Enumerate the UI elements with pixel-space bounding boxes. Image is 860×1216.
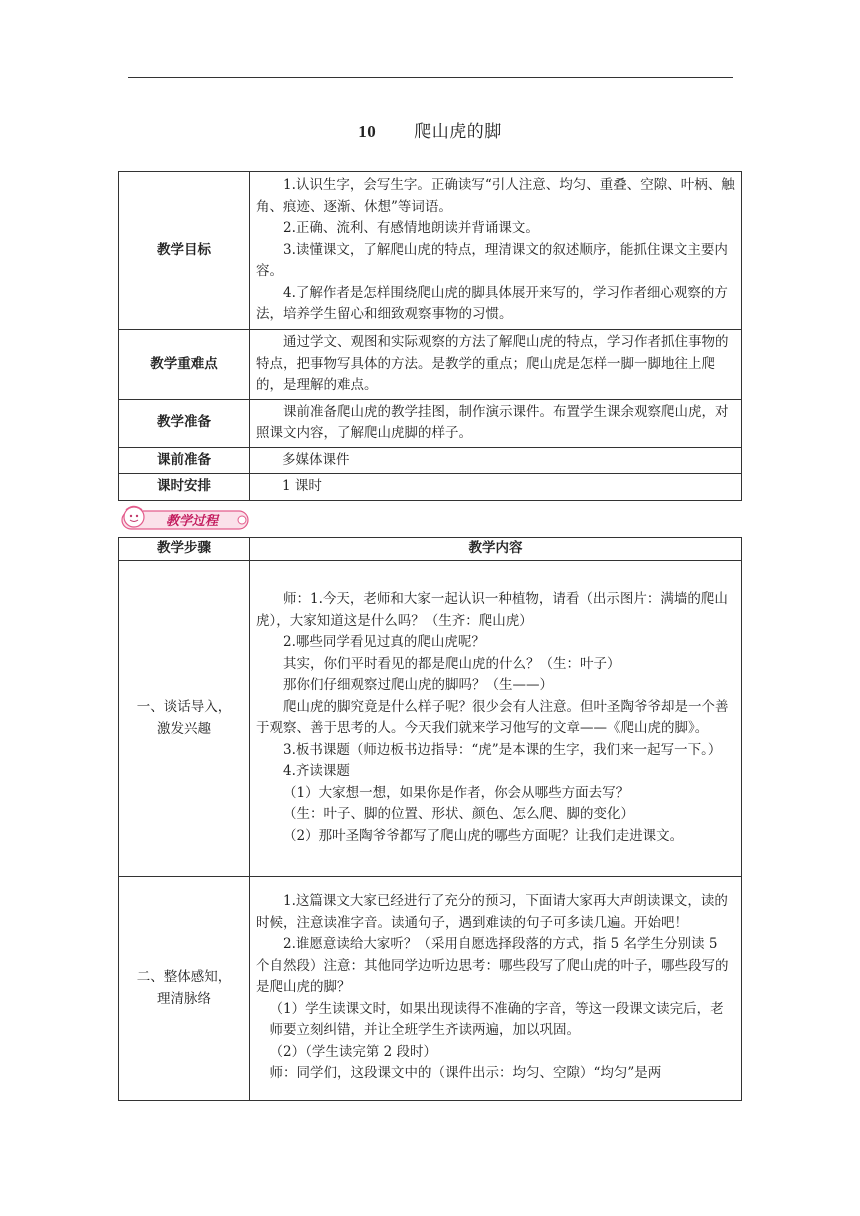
table-header-row — [119, 538, 742, 561]
paragraph: 1.这篇课文大家已经进行了充分的预习，下面请大家再大声朗读课文，读的时候，注意读准字音。读通句子，遇到难读的句子可多读几遍。开始吧！ — [256, 893, 728, 931]
step-label — [119, 560, 250, 876]
paragraph: 2.谁愿意读给大家听？（采用自愿选择段落的方式，指 5 名学生分别读 5 个自然段）注意：其他同学边听边思考：哪些段写了爬山虎的叶子，哪些段写的是爬山虎的脚？ — [256, 936, 729, 996]
row-label: 课前准备 — [119, 447, 250, 474]
paragraph: 3.板书课题（师边板书边指导：“虎”是本课的生字，我们来一起写一下。） — [283, 741, 722, 758]
table-row — [119, 447, 742, 474]
table-row — [119, 560, 742, 876]
paragraph: 课前准备爬山虎的教学挂图，制作演示课件。布置学生课余观察爬山虎，对照课文内容，了解爬山虎脚的样子。 — [256, 403, 729, 441]
paragraph: 其实，你们平时看见的都是爬山虎的什么？（生：叶子） — [283, 655, 621, 672]
row-label: 教学目标 — [119, 172, 250, 330]
row-content: 1 课时 — [250, 474, 742, 501]
step-content — [250, 876, 742, 1100]
paragraph: （生：叶子、脚的位置、形状、颜色、怎么爬、脚的变化） — [283, 806, 634, 822]
column-header: 教学步骤 — [119, 538, 250, 561]
lesson-overview-table — [118, 171, 742, 501]
paragraph: （2）那叶圣陶爷爷都写了爬山虎的哪些方面呢？让我们走进课文。 — [283, 827, 684, 844]
paragraph: 4.了解作者是怎样围绕爬山虎的脚具体展开来写的，学习作者细心观察的方法，培养学生留心和细致观察事物的习惯。 — [256, 284, 728, 323]
paragraph: 通过学文、观图和实际观察的方法了解爬山虎的特点，学习作者抓住事物的特点，把事物写具体的方法。是教学的重点；爬山虎是怎样一脚一脚地往上爬的，是理解的难点。 — [256, 334, 729, 393]
paragraph: 师：1.今天，老师和大家一起认识一种植物，请看（出示图片：满墙的爬山虎），大家知道这是什么吗？（生齐：爬山虎） — [256, 591, 728, 629]
lesson-name: 爬山虎的脚 — [414, 122, 502, 142]
paragraph: （2）（学生读完第 2 段时） — [269, 1043, 438, 1060]
header-rule — [128, 77, 733, 78]
flower-icon — [238, 516, 246, 524]
step-label-line: 激发兴趣 — [157, 721, 211, 737]
paragraph: 那你们仔细观察过爬山虎的脚吗？（生——） — [283, 677, 553, 693]
step-label-line: 理清脉络 — [157, 991, 211, 1007]
paragraph: 2.正确、流利、有感情地朗读并背诵课文。 — [283, 220, 539, 237]
table-row — [119, 474, 742, 501]
row-content: 多媒体课件 — [250, 447, 742, 474]
teaching-process-badge — [120, 503, 252, 533]
row-content — [250, 172, 742, 330]
column-header: 教学内容 — [250, 538, 742, 561]
row-content — [250, 330, 742, 400]
table-row — [119, 399, 742, 447]
step-label — [119, 876, 250, 1100]
lesson-number: 10 — [358, 122, 377, 141]
paragraph: 2.哪些同学看见过真的爬山虎呢？ — [283, 634, 485, 650]
paragraph: 爬山虎的脚究竟是什么样子呢？很少会有人注意。但叶圣陶爷爷却是一个善于观察、善于思考的人。今天我们就来学习他写的文章——《爬山虎的脚》。 — [256, 698, 729, 736]
row-content — [250, 399, 742, 447]
row-label: 教学准备 — [119, 399, 250, 447]
paragraph: 4.齐读课题 — [283, 763, 350, 779]
table-row — [119, 330, 742, 400]
step-label-line: 二、整体感知， — [136, 969, 232, 985]
paragraph: 3.读懂课文，了解爬山虎的特点，理清课文的叙述顺序，能抓住课文主要内容。 — [256, 241, 728, 280]
badge-label: 教学过程 — [165, 514, 219, 529]
row-label: 教学重难点 — [119, 330, 250, 400]
table-row — [119, 876, 742, 1100]
paragraph: 1.认识生字，会写生字。正确读写“引人注意、均匀、重叠、空隙、叶柄、触角、痕迹、逐渐、休想”等词语。 — [256, 177, 735, 215]
paragraph: （1）大家想一想，如果你是作者，你会从哪些方面去写？ — [283, 784, 630, 801]
step-label-line: 一、谈话导入， — [136, 699, 232, 715]
step-content — [250, 560, 742, 876]
paragraph: 师：同学们，这段课文中的（课件出示：均匀、空隙）“均匀”是两 — [269, 1065, 662, 1082]
teaching-process-table — [118, 537, 742, 1101]
row-label: 课时安排 — [119, 474, 250, 501]
paragraph: （1）学生读课文时，如果出现读得不准确的字音，等这一段课文读完后，老师要立刻纠错，并让全班学生齐读两遍，加以巩固。 — [269, 1000, 724, 1039]
table-row — [119, 172, 742, 330]
lesson-title — [0, 117, 860, 142]
